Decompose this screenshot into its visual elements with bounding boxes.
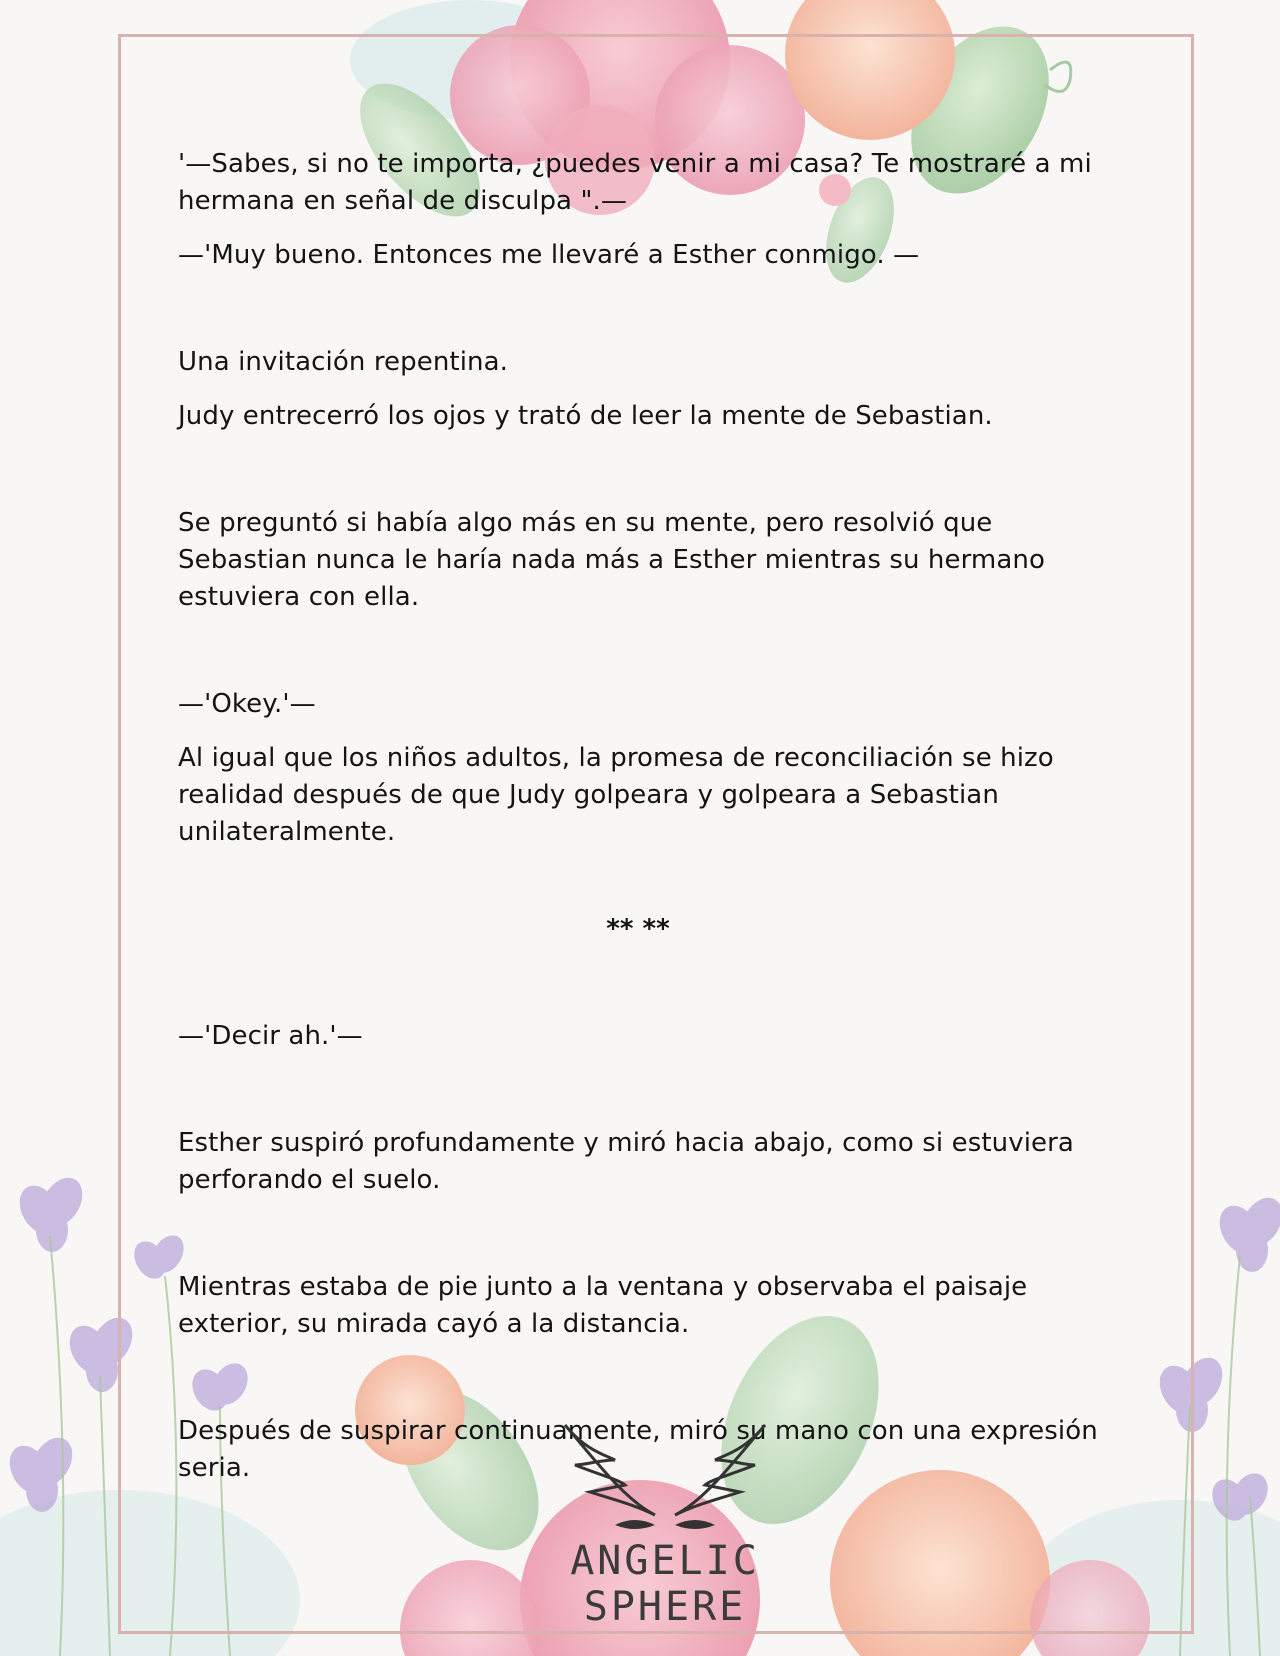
paragraph-okey: —'Okey.'— <box>178 689 316 719</box>
paragraph-reconciliation: Al igual que los niños adultos, la promesa de reconciliación se hizo realidad después de que Judy golpeara y golpeara a Sebastian unilateralmente. <box>178 743 1054 847</box>
paragraph-sudden-invitation: Una invitación repentina. <box>178 347 509 377</box>
angel-wings-icon <box>505 1420 825 1540</box>
paragraph-invitation-dialogue: '—Sabes, si no te importa, ¿puedes venir a mi casa? Te mostraré a mi hermana en señal de disculpa ".— <box>178 149 1092 216</box>
paragraph-window: Mientras estaba de pie junto a la ventana y observaba el paisaje exterior, su mirada cayó a la distancia. <box>178 1272 1028 1339</box>
paragraph-judy-reads-mind: Judy entrecerró los ojos y trató de leer la mente de Sebastian. <box>178 401 993 431</box>
logo-text: ANGELIC SPHERE <box>570 1538 760 1630</box>
angelic-sphere-logo <box>505 1420 825 1630</box>
paragraph-esther-sighed: Esther suspiró profundamente y miró hacia abajo, como si estuviera perforando el suelo. <box>178 1128 1074 1195</box>
paragraph-looked-at-hand: Después de suspirar continuamente, miró su mano con una expresión seria. <box>178 1416 1098 1483</box>
story-text <box>178 146 1098 1487</box>
paragraph-wondered: Se preguntó si había algo más en su mente, pero resolvió que Sebastian nunca le haría nada más a Esther mientras su hermano estuviera con ella. <box>178 508 1045 612</box>
paragraph-reply-dialogue: —'Muy bueno. Entonces me llevaré a Esther conmigo. — <box>178 240 920 270</box>
paragraph-decir-ah: —'Decir ah.'— <box>178 1021 363 1051</box>
section-separator: ** ** <box>606 914 670 944</box>
